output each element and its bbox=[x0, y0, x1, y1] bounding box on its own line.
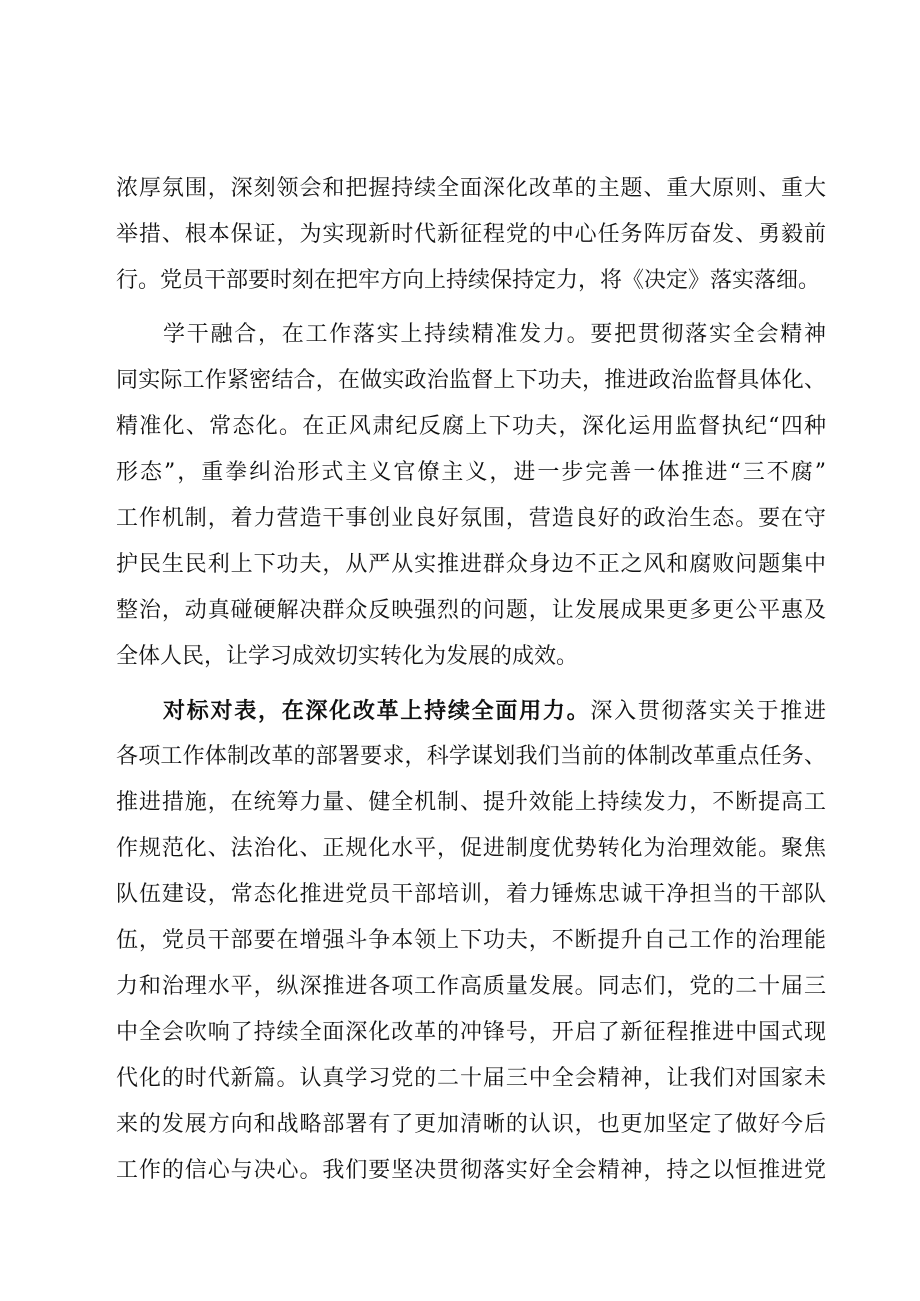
text-line: 中全会吹响了持续全面深化改革的冲锋号，开启了新征程推进中国式现 bbox=[116, 1020, 826, 1045]
text-line: 学干融合，在工作落实上持续精准发力。要把贯彻落实全会精神 bbox=[163, 322, 826, 347]
text-line: 推进措施，在统筹力量、健全机制、提升效能上持续发力，不断提高工 bbox=[116, 790, 826, 815]
text-line bbox=[116, 688, 826, 734]
paragraph-3-first-rest: 深入贯彻落实关于推进 bbox=[590, 699, 826, 724]
text-line: 同实际工作紧密结合，在做实政治监督上下功夫，推进政治监督具体化、 bbox=[116, 368, 826, 393]
paragraph-3-heading: 对标对表，在深化改革上持续全面用力。 bbox=[163, 698, 591, 724]
document-body bbox=[116, 166, 826, 1194]
text-line: 整治，动真碰硬解决群众反映强烈的问题，让发展成果更多更公平惠及 bbox=[116, 598, 826, 623]
text-line: 行。党员干部要时刻在把牢方向上持续保持定力，将《决定》落实落细。 bbox=[116, 268, 821, 293]
text-line: 精准化、常态化。在正风肃纪反腐上下功夫，深化运用监督执纪“四种 bbox=[116, 414, 826, 439]
text-line: 力和治理水平，纵深推进各项工作高质量发展。同志们，党的二十届三 bbox=[116, 974, 826, 999]
text-line: 浓厚氛围，深刻领会和把握持续全面深化改革的主题、重大原则、重大 bbox=[116, 176, 826, 201]
text-line: 伍，党员干部要在增强斗争本领上下功夫，不断提升自己工作的治理能 bbox=[116, 928, 826, 953]
text-line: 来的发展方向和战略部署有了更加清晰的认识，也更加坚定了做好今后 bbox=[116, 1112, 826, 1137]
text-line: 举措、根本保证，为实现新时代新征程党的中心任务阵厉奋发、勇毅前 bbox=[116, 222, 826, 247]
text-line: 作规范化、法治化、正规化水平，促进制度优势转化为治理效能。聚焦 bbox=[116, 836, 826, 861]
text-line: 队伍建设，常态化推进党员干部培训，着力锤炼忠诚干净担当的干部队 bbox=[116, 882, 826, 907]
text-line: 形态”，重拳纠治形式主义官僚主义，进一步完善一体推进“三不腐” bbox=[116, 460, 826, 485]
text-line: 工作机制，着力营造干事创业良好氛围，营造良好的政治生态。要在守 bbox=[116, 506, 826, 531]
paragraph-2 bbox=[116, 312, 826, 680]
paragraph-1 bbox=[116, 166, 826, 304]
text-line: 代化的时代新篇。认真学习党的二十届三中全会精神，让我们对国家未 bbox=[116, 1066, 826, 1091]
text-line: 护民生民利上下功夫，从严从实推进群众身边不正之风和腐败问题集中 bbox=[116, 552, 826, 577]
text-line: 工作的信心与决心。我们要坚决贯彻落实好全会精神，持之以恒推进党 bbox=[116, 1158, 826, 1183]
paragraph-3 bbox=[116, 688, 826, 1194]
text-line: 各项工作体制改革的部署要求，科学谋划我们当前的体制改革重点任务、 bbox=[116, 744, 826, 769]
text-line: 全体人民，让学习成效切实转化为发展的成效。 bbox=[116, 644, 579, 669]
